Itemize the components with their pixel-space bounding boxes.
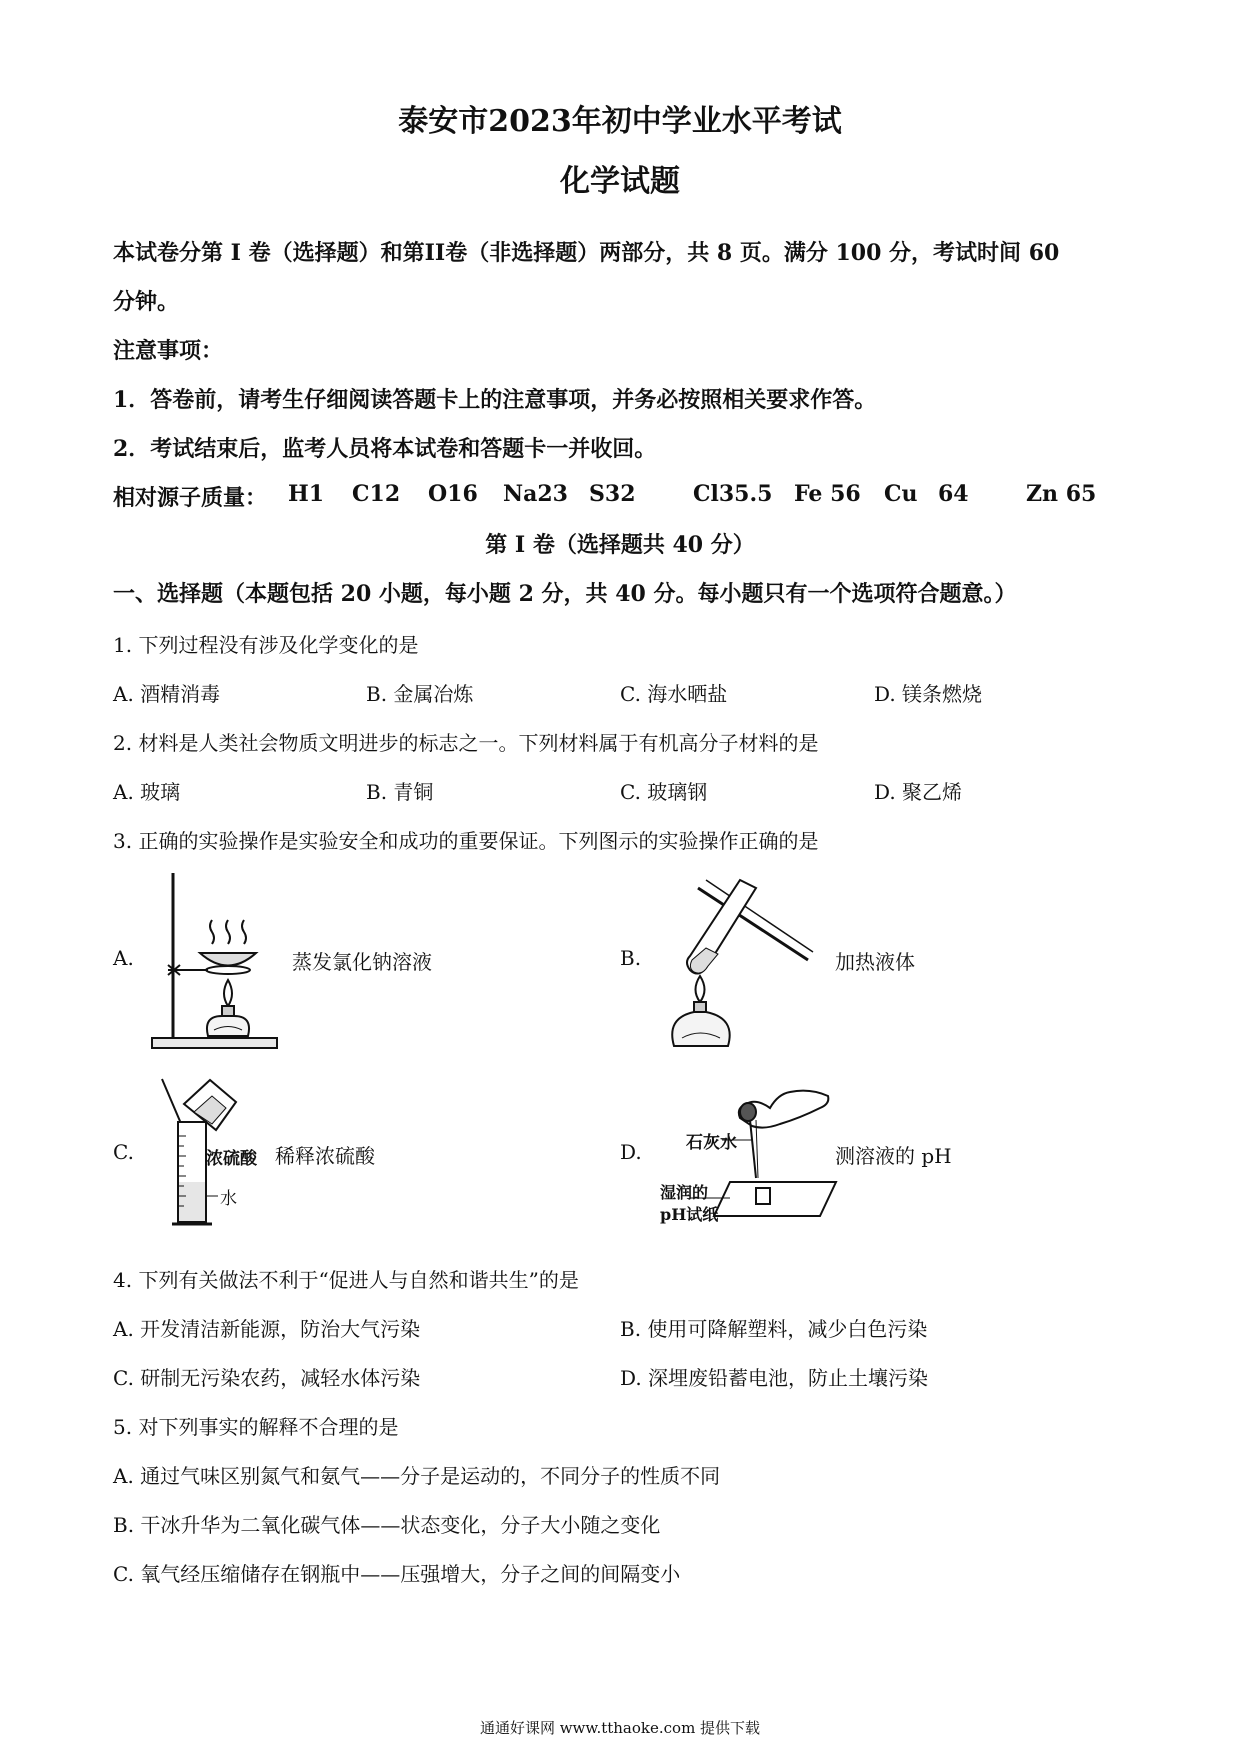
figure-b-caption: 加热液体 xyxy=(835,950,915,974)
question-5-option-a: A. 通过气味区别氮气和氨气——分子是运动的，不同分子的性质不同 xyxy=(113,1464,721,1488)
atomic-mass-s: S32 xyxy=(589,481,636,507)
figure-c-caption: 稀释浓硫酸 xyxy=(275,1144,375,1168)
figure-d-label-ph-paper: pH试纸 xyxy=(660,1205,719,1224)
figure-d-letter: D. xyxy=(620,1140,642,1164)
figure-a-letter: A. xyxy=(113,946,134,970)
question-2-option-b: B. 青铜 xyxy=(366,780,434,804)
question-4-option-b: B. 使用可降解塑料，减少白色污染 xyxy=(620,1317,928,1341)
atomic-mass-label: 相对源子质量： xyxy=(113,485,268,511)
atomic-mass-c: C12 xyxy=(352,481,401,507)
figure-b-letter: B. xyxy=(620,946,642,970)
question-2-option-c: C. 玻璃钢 xyxy=(620,780,708,804)
evaporation-apparatus-figure xyxy=(148,868,283,1053)
atomic-mass-cu-value: 64 xyxy=(938,481,969,507)
figure-d-label-wet: 湿润的 xyxy=(660,1183,709,1202)
question-1-option-b: B. 金属冶炼 xyxy=(366,682,474,706)
page-title: 泰安市2023年初中学业水平考试 xyxy=(398,104,842,139)
atomic-mass-zn: Zn 65 xyxy=(1026,481,1097,507)
question-1-option-d: D. 镁条燃烧 xyxy=(874,682,983,706)
question-5-stem: 5. 对下列事实的解释不合理的是 xyxy=(113,1415,399,1439)
question-2-stem: 2. 材料是人类社会物质文明进步的标志之一。下列材料属于有机高分子材料的是 xyxy=(113,731,819,755)
question-1-option-a: A. 酒精消毒 xyxy=(113,682,221,706)
atomic-mass-o: O16 xyxy=(428,481,478,507)
question-1-option-c: C. 海水晒盐 xyxy=(620,682,728,706)
question-4-option-d: D. 深埋废铅蓄电池，防止土壤污染 xyxy=(620,1366,929,1390)
figure-d-caption: 测溶液的 pH xyxy=(835,1144,952,1168)
notes-heading: 注意事项： xyxy=(113,338,224,364)
figure-c-letter: C. xyxy=(113,1140,134,1164)
intro-line-1: 本试卷分第 I 卷（选择题）和第II卷（非选择题）两部分，共 8 页。满分 100 分，考试时间 60 xyxy=(113,240,1060,266)
figure-d-label-limewater: 石灰水 xyxy=(686,1133,737,1153)
question-2-option-d: D. 聚乙烯 xyxy=(874,780,963,804)
section-heading: 一、选择题（本题包括 20 小题，每小题 2 分，共 40 分。每小题只有一个选项符合题意。） xyxy=(113,581,1017,607)
notes-item-2: 2．考试结束后，监考人员将本试卷和答题卡一并收回。 xyxy=(113,436,657,462)
atomic-mass-fe: Fe 56 xyxy=(794,481,861,507)
atomic-mass-h: H1 xyxy=(288,481,325,507)
question-4-option-c: C. 研制无污染农药，减轻水体污染 xyxy=(113,1366,421,1390)
figure-c-label-water: 水 xyxy=(220,1189,237,1209)
atomic-mass-cu: Cu xyxy=(884,481,918,507)
question-1-stem: 1. 下列过程没有涉及化学变化的是 xyxy=(113,633,419,657)
figure-a-caption: 蒸发氯化钠溶液 xyxy=(292,950,432,974)
question-5-option-c: C. 氧气经压缩储存在钢瓶中——压强增大，分子之间的间隔变小 xyxy=(113,1562,681,1586)
notes-item-1: 1．答卷前，请考生仔细阅读答题卡上的注意事项，并务必按照相关要求作答。 xyxy=(113,387,877,413)
question-5-option-b: B. 干冰升华为二氧化碳气体——状态变化，分子大小随之变化 xyxy=(113,1513,661,1537)
page-subtitle: 化学试题 xyxy=(560,164,680,199)
footer-source: 通通好课网 www.tthaoke.com 提供下载 xyxy=(479,1719,761,1737)
question-3-stem: 3. 正确的实验操作是实验安全和成功的重要保证。下列图示的实验操作正确的是 xyxy=(113,829,819,853)
question-2-option-a: A. 玻璃 xyxy=(113,780,181,804)
question-4-stem: 4. 下列有关做法不利于“促进人与自然和谐共生”的是 xyxy=(113,1268,579,1292)
section-header: 第 I 卷（选择题共 40 分） xyxy=(485,532,755,558)
question-4-option-a: A. 开发清洁新能源，防治大气污染 xyxy=(113,1317,421,1341)
heating-liquid-figure xyxy=(648,868,828,1053)
figure-c-label-acid: 浓硫酸 xyxy=(206,1149,257,1169)
intro-line-2: 分钟。 xyxy=(113,289,180,315)
atomic-mass-cl: Cl35.5 xyxy=(693,481,773,507)
atomic-mass-na: Na23 xyxy=(503,481,568,507)
